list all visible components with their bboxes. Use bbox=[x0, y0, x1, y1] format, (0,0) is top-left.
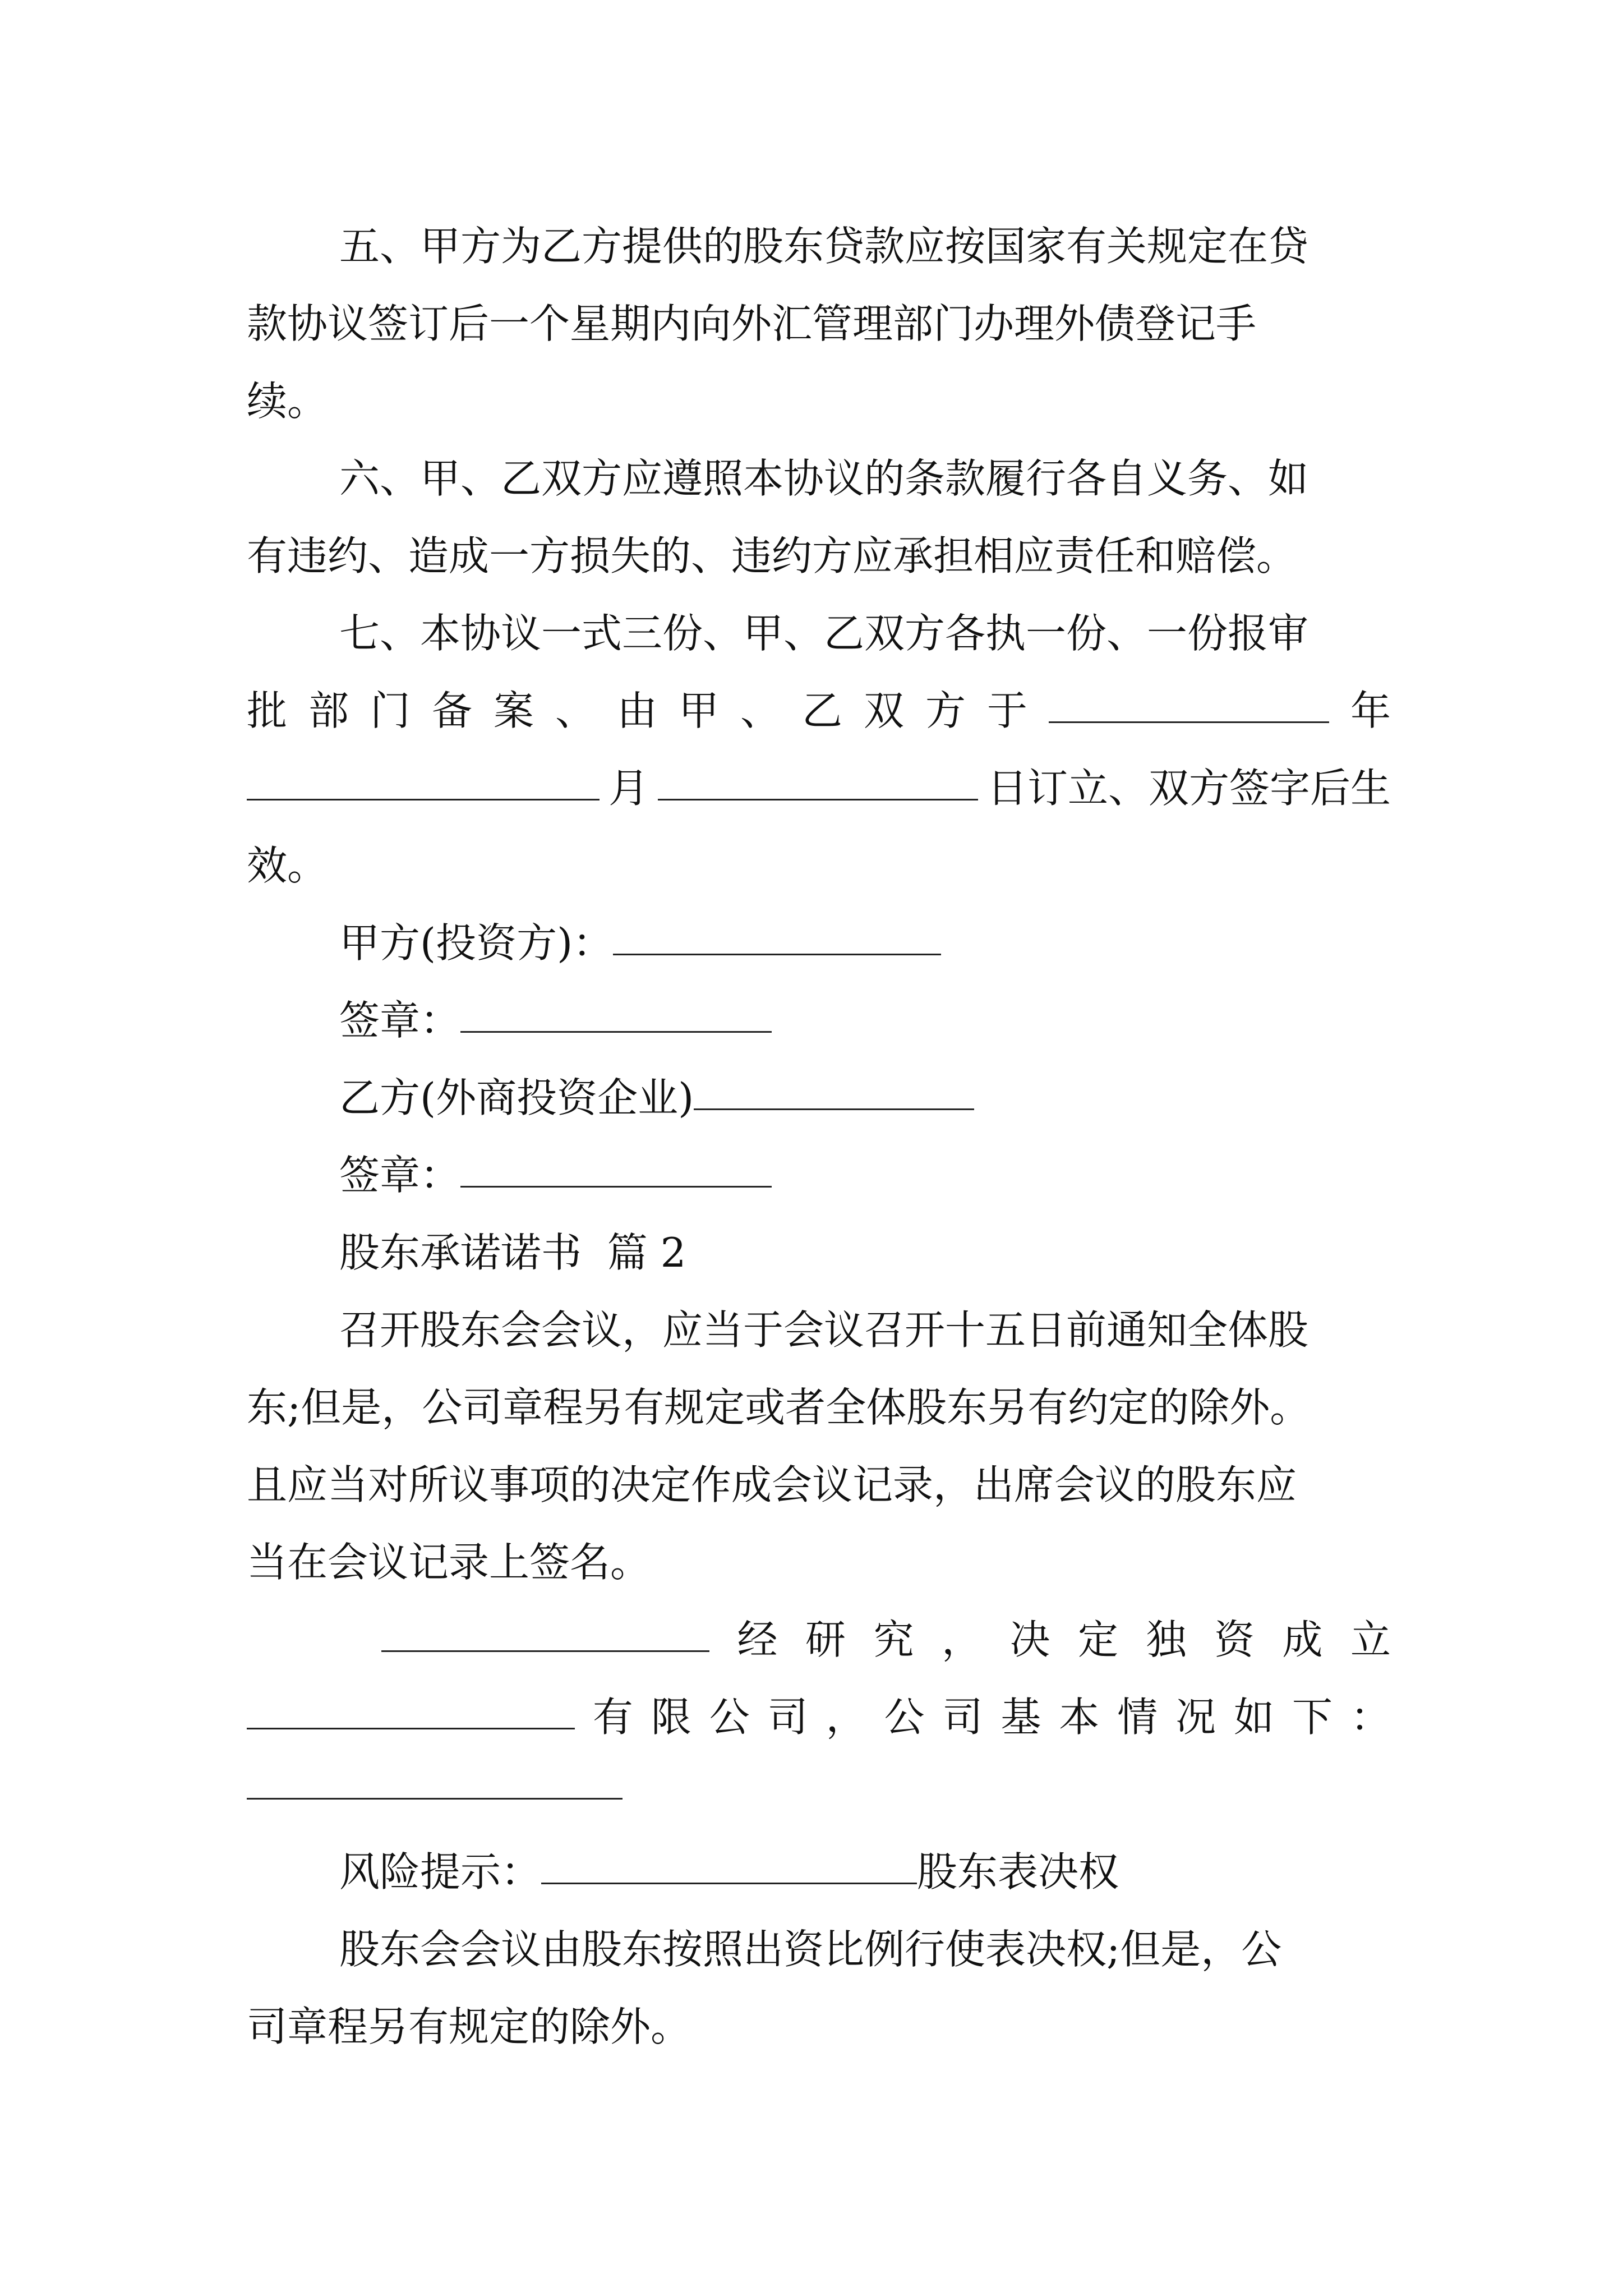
char: 甲 bbox=[679, 687, 720, 734]
item5-line2: 款协议签订后一个星期内向外汇管理部门办理外债登记手 bbox=[247, 300, 1257, 347]
char: 方 bbox=[925, 687, 966, 734]
meeting-line4: 当在会议记录上签名。 bbox=[247, 1539, 651, 1586]
char: 门 bbox=[370, 687, 411, 734]
party-a-row bbox=[339, 904, 941, 982]
char: 双 bbox=[864, 687, 905, 734]
char: 下 bbox=[1292, 1694, 1332, 1741]
char: 限 bbox=[651, 1694, 691, 1741]
char: 研 bbox=[805, 1616, 846, 1663]
char: 决 bbox=[1009, 1616, 1050, 1663]
char: 、 bbox=[555, 687, 596, 734]
item6-line1: 六、甲、乙双方应遵照本协议的条款履行各自义务、如 bbox=[339, 455, 1309, 502]
section-title: 股东承诺诺书 篇 2 bbox=[339, 1229, 686, 1276]
decision-line2 bbox=[247, 1678, 1391, 1756]
char: 由 bbox=[617, 687, 658, 734]
char: 于 bbox=[987, 687, 1028, 734]
seal-b-label: 签章： bbox=[339, 1152, 461, 1199]
item7-line2 bbox=[247, 672, 1391, 749]
risk-tail: 股东表决权 bbox=[917, 1848, 1119, 1895]
voting-line2: 司章程另有规定的除外。 bbox=[247, 2003, 691, 2050]
char: 况 bbox=[1175, 1694, 1216, 1741]
char: 经 bbox=[737, 1616, 778, 1663]
seal-a-label: 签章： bbox=[339, 997, 461, 1044]
party-b-label: 乙方(外商投资企业) bbox=[339, 1074, 694, 1121]
char: 司 bbox=[942, 1694, 983, 1741]
party-a-label: 甲方(投资方)： bbox=[339, 919, 614, 967]
char: 案 bbox=[494, 687, 534, 734]
char: 立 bbox=[1350, 1616, 1391, 1663]
char: 备 bbox=[432, 687, 473, 734]
char: 部 bbox=[308, 687, 349, 734]
char: ： bbox=[1350, 1694, 1391, 1741]
char: 有 bbox=[592, 1694, 633, 1741]
meeting-line2: 东;但是，公司章程另有规定或者全体股东另有约定的除外。 bbox=[247, 1384, 1311, 1431]
item7-line3 bbox=[247, 749, 1391, 827]
char: 如 bbox=[1234, 1694, 1275, 1741]
char: 批 bbox=[247, 687, 288, 734]
item5-line3: 续。 bbox=[247, 378, 328, 425]
char: 司 bbox=[767, 1694, 808, 1741]
char: 情 bbox=[1117, 1694, 1158, 1741]
seal-a-row bbox=[339, 982, 772, 1059]
char: 公 bbox=[884, 1694, 925, 1741]
month-blank[interactable] bbox=[247, 776, 600, 800]
char: 乙 bbox=[802, 687, 843, 734]
item6-line2: 有违约、造成一方损失的、违约方应承担相应责任和赔偿。 bbox=[247, 532, 1297, 579]
year-label: 年 bbox=[1350, 687, 1391, 734]
party-b-blank[interactable] bbox=[694, 1086, 974, 1110]
decision-line1 bbox=[381, 1601, 1391, 1678]
risk-blank[interactable] bbox=[541, 1860, 917, 1884]
company-info-blank[interactable] bbox=[247, 1798, 623, 1800]
char: 资 bbox=[1214, 1616, 1255, 1663]
char: 公 bbox=[709, 1694, 750, 1741]
seal-a-blank[interactable] bbox=[460, 1009, 772, 1033]
char: 基 bbox=[1000, 1694, 1041, 1741]
char: 、 bbox=[740, 687, 781, 734]
item7-line1: 七、本协议一式三份、甲、乙双方各执一份、一份报审 bbox=[339, 610, 1309, 657]
seal-b-blank[interactable] bbox=[460, 1163, 772, 1188]
meeting-line1: 召开股东会会议，应当于会议召开十五日前通知全体股 bbox=[339, 1306, 1309, 1354]
item7-line4: 效。 bbox=[247, 842, 328, 889]
meeting-line3: 且应当对所议事项的决定作成会议记录，出席会议的股东应 bbox=[247, 1461, 1297, 1508]
party-a-blank[interactable] bbox=[613, 931, 941, 955]
risk-label: 风险提示： bbox=[339, 1848, 542, 1895]
month-label: 月 bbox=[608, 765, 649, 812]
item5-line1: 五、甲方为乙方提供的股东贷款应按国家有关规定在贷 bbox=[339, 223, 1309, 270]
company-name-blank[interactable] bbox=[247, 1705, 575, 1729]
risk-row bbox=[339, 1833, 1119, 1911]
seal-b-row bbox=[339, 1137, 772, 1214]
char: 本 bbox=[1059, 1694, 1100, 1741]
char: 成 bbox=[1282, 1616, 1323, 1663]
day-text: 日订立、双方签字后生 bbox=[986, 765, 1391, 812]
char: 定 bbox=[1077, 1616, 1118, 1663]
company-founder-blank[interactable] bbox=[381, 1628, 709, 1652]
year-blank[interactable] bbox=[1049, 699, 1329, 723]
party-b-row bbox=[339, 1059, 974, 1137]
day-blank[interactable] bbox=[658, 776, 978, 800]
char: 独 bbox=[1146, 1616, 1187, 1663]
char: ， bbox=[941, 1616, 982, 1663]
char: ， bbox=[826, 1694, 866, 1741]
char: 究 bbox=[873, 1616, 914, 1663]
voting-line1: 股东会会议由股东按照出资比例行使表决权;但是，公 bbox=[339, 1926, 1282, 1973]
